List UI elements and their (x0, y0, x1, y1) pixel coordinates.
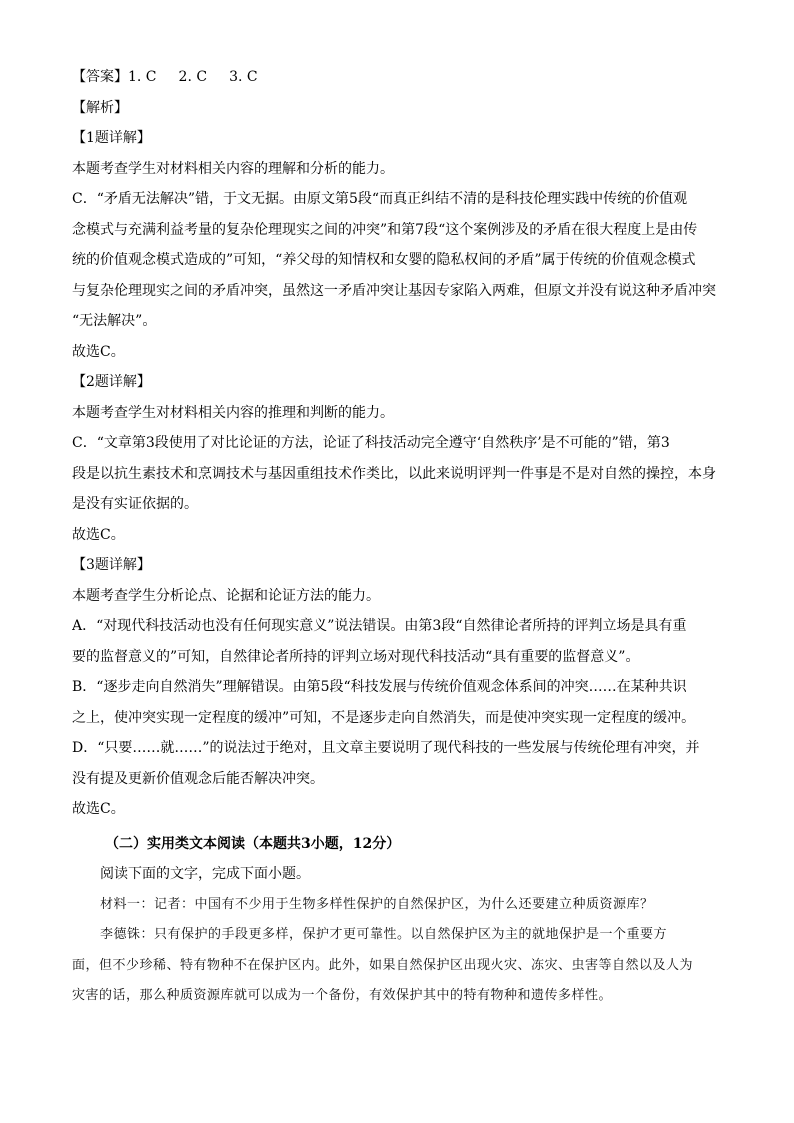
q3-line: D．“只要……就……”的说法过于绝对，且文章主要说明了现代科技的一些发展与传统伦理有冲突，并 (72, 740, 700, 756)
q3-line: 本题考查学生分析论点、论据和论证方法的能力。 (72, 587, 380, 604)
q2-line: 本题考查学生对材料相关内容的推理和判断的能力。 (72, 404, 394, 421)
section-title: （二）实用类文本阅读（本题共3小题，12分） (105, 835, 401, 852)
q2-heading: 【2题详解】 (72, 374, 151, 390)
q1-heading: 【1题详解】 (72, 130, 151, 146)
answer-label: 【答案】 (72, 69, 128, 85)
q2-line: 段是以抗生素技术和烹调技术与基因重组技术作类比，以此来说明评判一件事是不是对自然的操控，本身 (72, 465, 716, 482)
q2-line: C．“文章第3段使用了对比论证的方法，论证了科技活动完全遵守‘自然秩序’是不可能的”错，第3 (72, 435, 670, 451)
q2-conclusion: 故选C。 (72, 526, 125, 543)
q1-line: 念模式与充满利益考量的复杂伦理现实之间的冲突”和第7段“这个案例涉及的矛盾在很大程度上是由传 (72, 221, 698, 238)
q3-conclusion: 故选C。 (72, 801, 125, 817)
q1-line: C．“矛盾无法解决”错，于文无据。由原文第5段“而真正纠结不清的是科技伦理实践中传统的价值观 (72, 191, 688, 207)
answer-item: 3. C (229, 69, 258, 85)
q3-line: 之上，使冲突实现一定程度的缓冲”可知，不是逐步走向自然消失，而是使冲突实现一定程度的缓冲。 (72, 709, 696, 726)
q1-line: “无法解决”。 (72, 313, 157, 329)
q1-conclusion: 故选C。 (72, 343, 125, 360)
q1-line: 本题考查学生对材料相关内容的理解和分析的能力。 (72, 160, 394, 177)
material-line: 材料一：记者：中国有不少用于生物多样性保护的自然保护区，为什么还要建立种质资源库？ (100, 896, 654, 912)
q1-line: 与复杂伦理现实之间的矛盾冲突，虽然这一矛盾冲突让基因专家陷入两难，但原文并没有说这种矛盾冲突 (72, 282, 716, 299)
material-line: 李德铢：只有保护的手段更多样，保护才更可靠性。以自然保护区为主的就地保护是一个重要方 (100, 927, 668, 942)
section-instruction: 阅读下面的文字，完成下面小题。 (100, 866, 310, 882)
q3-line: A．“对现代科技活动也没有任何现实意义”说法错误。由第3段“自然律论者所持的评判立场是具有重 (72, 618, 687, 634)
document-page (72, 66, 722, 1007)
material-line: 灾害的话，那么种质资源库就可以成为一个备份，有效保护其中的特有物种和遗传多样性。 (72, 988, 613, 1003)
q3-line: B．“逐步走向自然消失”理解错误。由第5段“科技发展与传统价值观念体系间的冲突……在某种共识 (72, 679, 687, 695)
material-line: 面，但不少珍稀、特有物种不在保护区内。此外，如果自然保护区出现火灾、冻灾、虫害等自然以及人为 (72, 957, 694, 973)
q2-line: 是没有实证依据的。 (72, 496, 198, 512)
q3-line: 要的监督意义的”可知，自然律论者所持的评判立场对现代科技活动“具有重要的监督意义”。 (72, 648, 640, 665)
q3-heading: 【3题详解】 (72, 557, 151, 573)
analysis-label: 【解析】 (72, 99, 128, 116)
answer-line (72, 66, 722, 88)
q3-line: 没有提及更新价值观念后能否解决冲突。 (72, 770, 324, 787)
answer-item: 2. C (178, 69, 208, 85)
q1-line: 统的价值观念模式造成的”可知，“养父母的知情权和女婴的隐私权间的矛盾”属于传统的价值观念模式 (72, 252, 696, 268)
answer-item: 1. C (128, 69, 157, 85)
